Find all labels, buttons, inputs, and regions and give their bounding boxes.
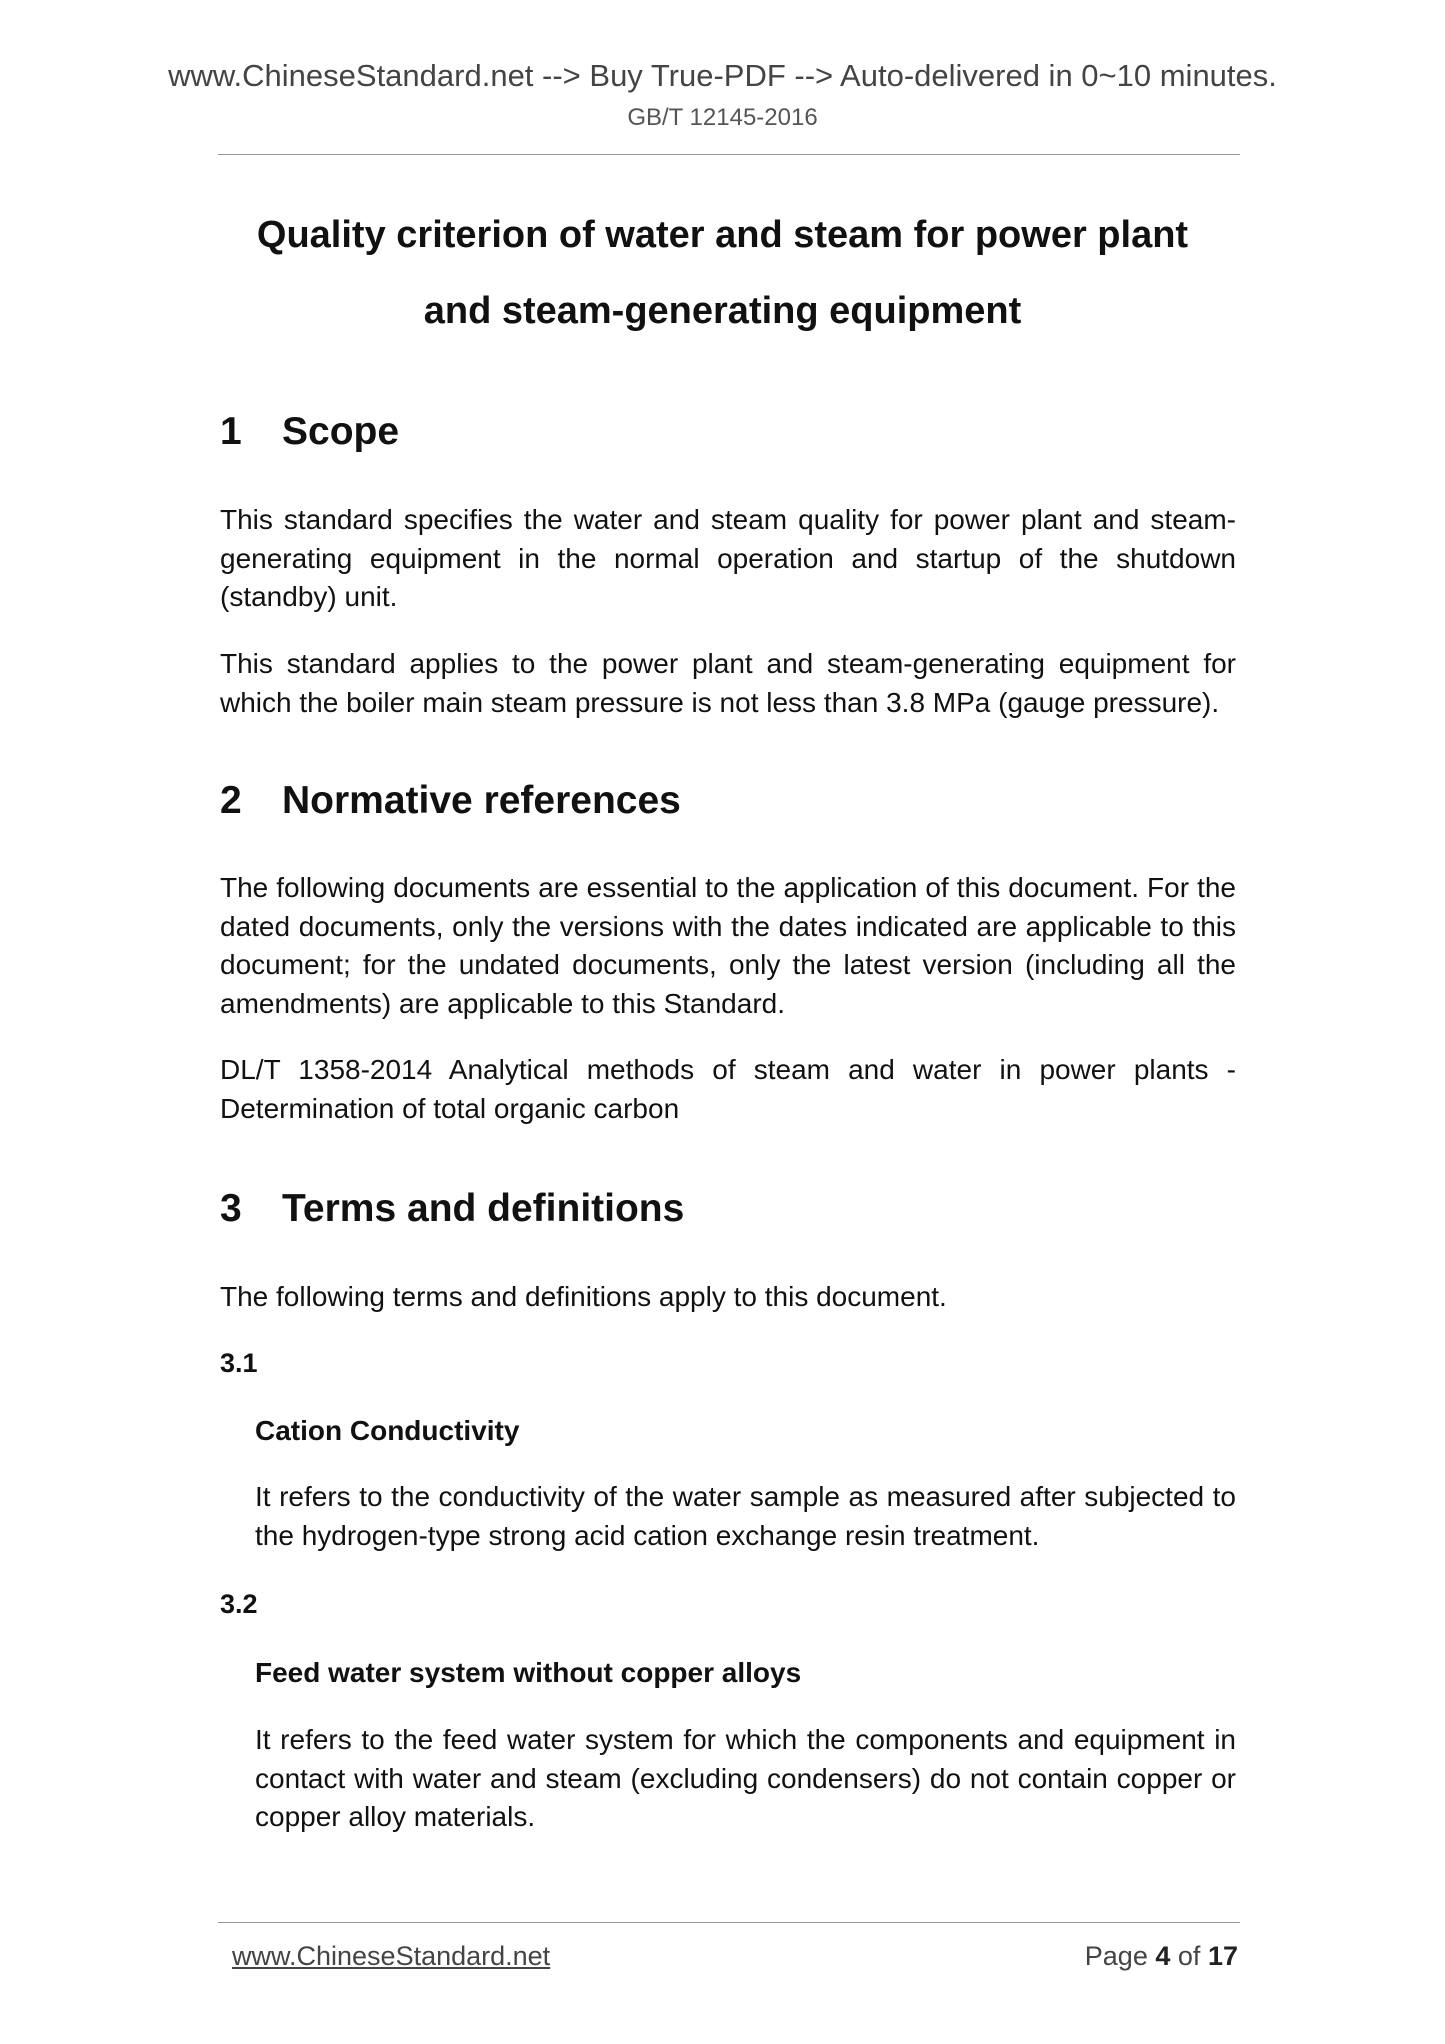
scope-paragraph-2: This standard applies to the power plant and steam-generating equipment for which the boiler main steam pressure is not less than 3.8 MPa (gauge pressure). (220, 648, 1236, 718)
term-name-feed-water-system: Feed water system without copper alloys (255, 1657, 802, 1688)
section-number: 3 (220, 1187, 242, 1230)
document-title-line2: and steam-generating equipment (423, 290, 1022, 332)
page-indicator (1085, 1941, 1238, 1972)
term-number-3-2: 3.2 (220, 1589, 258, 1619)
section-heading-terms-and-definitions (220, 1187, 684, 1231)
page-label: Page (1084, 1941, 1148, 1971)
header-divider (218, 154, 1240, 155)
terms-intro-paragraph: The following terms and definitions apply to this document. (220, 1281, 947, 1312)
footer-divider (218, 1922, 1240, 1923)
footer-website-link[interactable]: www.ChineseStandard.net (232, 1941, 551, 1971)
section-number: 2 (220, 779, 242, 822)
section-number: 1 (220, 410, 242, 453)
page-of-label: of (1177, 1941, 1201, 1971)
section-heading-normative-references (220, 779, 681, 823)
header-standard-number: GB/T 12145-2016 (627, 104, 818, 131)
header-banner: www.ChineseStandard.net --> Buy True-PDF --> Auto-delivered in 0~10 minutes. (168, 58, 1277, 93)
document-title-line1: Quality criterion of water and steam for power plant (256, 214, 1189, 256)
normative-paragraph-1: The following documents are essential to the application of this document. For the dated documents, only the versions with the dates indicated are applicable to this document; for the undated documents, only the latest version (including all the amendments) are applicable to this Standard. (220, 872, 1236, 1019)
section-title: Scope (282, 410, 400, 453)
section-heading-scope (220, 410, 399, 454)
section-title: Normative references (282, 779, 681, 822)
normative-reference-dl-t-1358: DL/T 1358-2014 Analytical methods of steam and water in power plants - Determination of total organic carbon (220, 1054, 1236, 1124)
term-name-cation-conductivity: Cation Conductivity (255, 1415, 520, 1446)
term-number-3-1: 3.1 (220, 1348, 258, 1378)
section-title: Terms and definitions (282, 1187, 685, 1230)
term-definition-3-1: It refers to the conductivity of the water sample as measured after subjected to the hydrogen-type strong acid cation exchange resin treatment. (255, 1481, 1236, 1551)
scope-paragraph-1: This standard specifies the water and steam quality for power plant and steam-generating equipment in the normal operation and startup of the shutdown (standby) unit. (220, 504, 1236, 612)
current-page-number: 4 (1155, 1941, 1171, 1971)
term-definition-3-2: It refers to the feed water system for which the components and equipment in contact with water and steam (excluding condensers) do not contain copper or copper alloy materials. (255, 1724, 1236, 1832)
total-page-number: 17 (1207, 1941, 1238, 1971)
